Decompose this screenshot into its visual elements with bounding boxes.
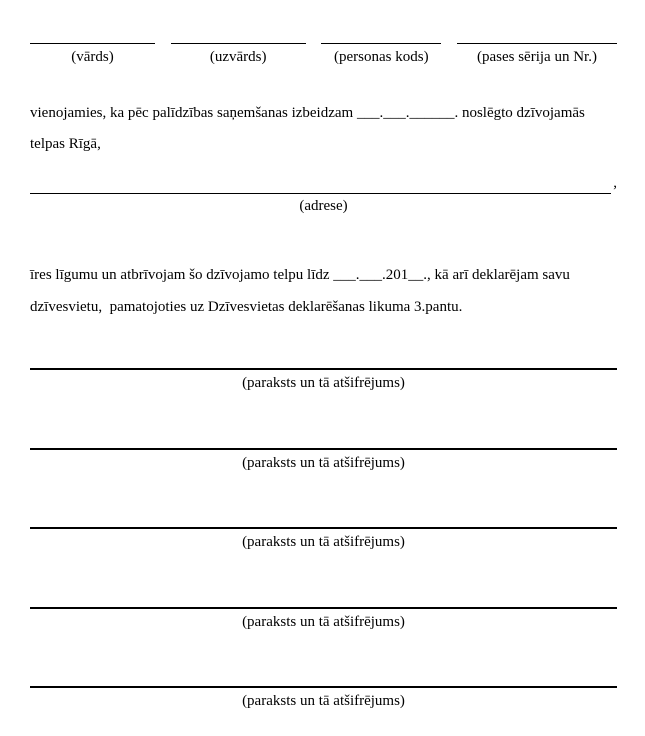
- field-pases-serija: [457, 33, 617, 68]
- signature-line: [30, 527, 617, 529]
- agreement-paragraph-2: īres līgumu un atbrīvojam šo dzīvojamo telpu līdz ___.___.201__., kā arī deklarējam savu dzīvesvietu, pamatojoties uz Dzīvesvietas deklarēšanas likuma 3.pantu.: [30, 267, 574, 315]
- header-fields-row: [30, 33, 617, 68]
- address-comma: ,: [613, 175, 617, 191]
- signature-block: [30, 686, 617, 712]
- signature-label: (paraksts un tā atšifrējums): [242, 693, 405, 709]
- field-label-uzvards: (uzvārds): [209, 49, 267, 65]
- signature-label: (paraksts un tā atšifrējums): [242, 534, 405, 550]
- signature-block: [30, 448, 617, 474]
- signature-line: [30, 686, 617, 688]
- blank-line-vards: [30, 33, 155, 44]
- signature-block: [30, 527, 617, 553]
- address-line-row: [30, 173, 617, 194]
- agreement-paragraph-1: vienojamies, ka pēc palīdzības saņemšanas izbeidzam ___.___.______. noslēgto dzīvojamās telpas Rīgā,: [30, 104, 589, 152]
- signature-line: [30, 448, 617, 450]
- address-label: (adrese): [299, 197, 348, 214]
- field-label-vards: (vārds): [71, 49, 114, 65]
- field-label-pases-serija: (pases sērija un Nr.): [476, 49, 597, 65]
- field-uzvards: [171, 33, 306, 68]
- signature-line: [30, 368, 617, 370]
- field-vards: [30, 33, 155, 68]
- blank-line-uzvards: [171, 33, 306, 44]
- address-blank-line: [30, 173, 611, 194]
- signature-block: [30, 368, 617, 394]
- field-personas-kods: [321, 33, 441, 68]
- field-label-personas-kods: (personas kods): [334, 49, 429, 65]
- blank-line-personas-kods: [321, 33, 441, 44]
- signature-section: [30, 368, 617, 712]
- signature-line: [30, 607, 617, 609]
- signature-label: (paraksts un tā atšifrējums): [242, 375, 405, 391]
- address-block: [30, 173, 617, 217]
- signature-label: (paraksts un tā atšifrējums): [242, 454, 405, 471]
- signature-block: [30, 607, 617, 633]
- signature-label: (paraksts un tā atšifrējums): [242, 613, 405, 630]
- blank-line-pases-serija: [457, 33, 617, 44]
